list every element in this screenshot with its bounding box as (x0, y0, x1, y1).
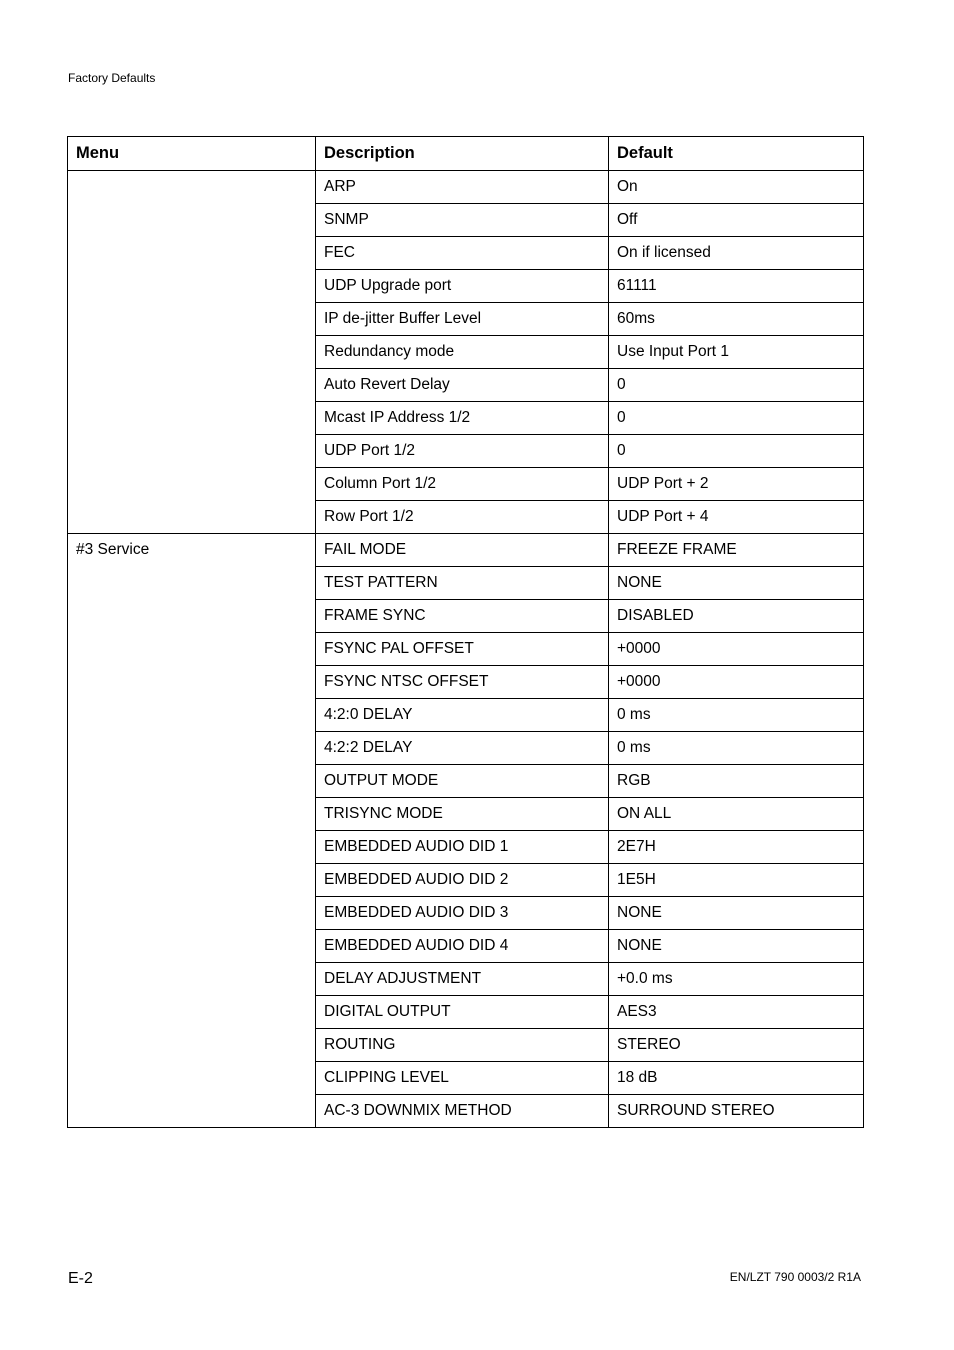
description-cell: 4:2:2 DELAY (316, 732, 609, 765)
description-cell: EMBEDDED AUDIO DID 1 (316, 831, 609, 864)
header-row (68, 137, 864, 171)
default-cell: +0000 (609, 666, 864, 699)
column-header-default: Default (609, 137, 864, 171)
description-cell: Mcast IP Address 1/2 (316, 402, 609, 435)
description-cell: TRISYNC MODE (316, 798, 609, 831)
default-cell: STEREO (609, 1029, 864, 1062)
default-cell: UDP Port + 2 (609, 468, 864, 501)
running-header: Factory Defaults (68, 71, 156, 85)
default-cell: 0 (609, 435, 864, 468)
default-cell: +0000 (609, 633, 864, 666)
menu-cell: #3 Service (68, 534, 316, 1128)
factory-defaults-table (67, 136, 864, 1128)
description-cell: FSYNC NTSC OFFSET (316, 666, 609, 699)
description-cell: Redundancy mode (316, 336, 609, 369)
default-cell: On if licensed (609, 237, 864, 270)
default-cell: 18 dB (609, 1062, 864, 1095)
table-body (68, 171, 864, 1128)
description-cell: TEST PATTERN (316, 567, 609, 600)
description-cell: IP de-jitter Buffer Level (316, 303, 609, 336)
description-cell: Row Port 1/2 (316, 501, 609, 534)
default-cell: 61111 (609, 270, 864, 303)
description-cell: ARP (316, 171, 609, 204)
default-cell: 2E7H (609, 831, 864, 864)
column-header-description: Description (316, 137, 609, 171)
default-cell: Off (609, 204, 864, 237)
column-header-menu: Menu (68, 137, 316, 171)
default-cell: RGB (609, 765, 864, 798)
description-cell: AC-3 DOWNMIX METHOD (316, 1095, 609, 1128)
default-cell: 0 ms (609, 699, 864, 732)
default-cell: NONE (609, 930, 864, 963)
description-cell: OUTPUT MODE (316, 765, 609, 798)
table-row (68, 171, 864, 204)
default-cell: UDP Port + 4 (609, 501, 864, 534)
menu-cell (68, 171, 316, 534)
default-cell: Use Input Port 1 (609, 336, 864, 369)
default-cell: NONE (609, 897, 864, 930)
description-cell: UDP Upgrade port (316, 270, 609, 303)
default-cell: 60ms (609, 303, 864, 336)
page-number: E-2 (68, 1270, 93, 1287)
default-cell: 0 (609, 369, 864, 402)
description-cell: Auto Revert Delay (316, 369, 609, 402)
description-cell: FAIL MODE (316, 534, 609, 567)
default-cell: 0 ms (609, 732, 864, 765)
default-cell: On (609, 171, 864, 204)
description-cell: Column Port 1/2 (316, 468, 609, 501)
default-cell: 1E5H (609, 864, 864, 897)
description-cell: EMBEDDED AUDIO DID 3 (316, 897, 609, 930)
default-cell: +0.0 ms (609, 963, 864, 996)
default-cell: ON ALL (609, 798, 864, 831)
default-cell: AES3 (609, 996, 864, 1029)
default-cell: NONE (609, 567, 864, 600)
default-cell: DISABLED (609, 600, 864, 633)
description-cell: SNMP (316, 204, 609, 237)
description-cell: UDP Port 1/2 (316, 435, 609, 468)
table-row (68, 534, 864, 567)
description-cell: DELAY ADJUSTMENT (316, 963, 609, 996)
description-cell: FEC (316, 237, 609, 270)
description-cell: DIGITAL OUTPUT (316, 996, 609, 1029)
description-cell: FSYNC PAL OFFSET (316, 633, 609, 666)
description-cell: EMBEDDED AUDIO DID 2 (316, 864, 609, 897)
description-cell: FRAME SYNC (316, 600, 609, 633)
table-header (68, 137, 864, 171)
document-id: EN/LZT 790 0003/2 R1A (729, 1270, 861, 1284)
description-cell: ROUTING (316, 1029, 609, 1062)
description-cell: EMBEDDED AUDIO DID 4 (316, 930, 609, 963)
description-cell: 4:2:0 DELAY (316, 699, 609, 732)
description-cell: CLIPPING LEVEL (316, 1062, 609, 1095)
default-cell: SURROUND STEREO (609, 1095, 864, 1128)
default-cell: FREEZE FRAME (609, 534, 864, 567)
default-cell: 0 (609, 402, 864, 435)
